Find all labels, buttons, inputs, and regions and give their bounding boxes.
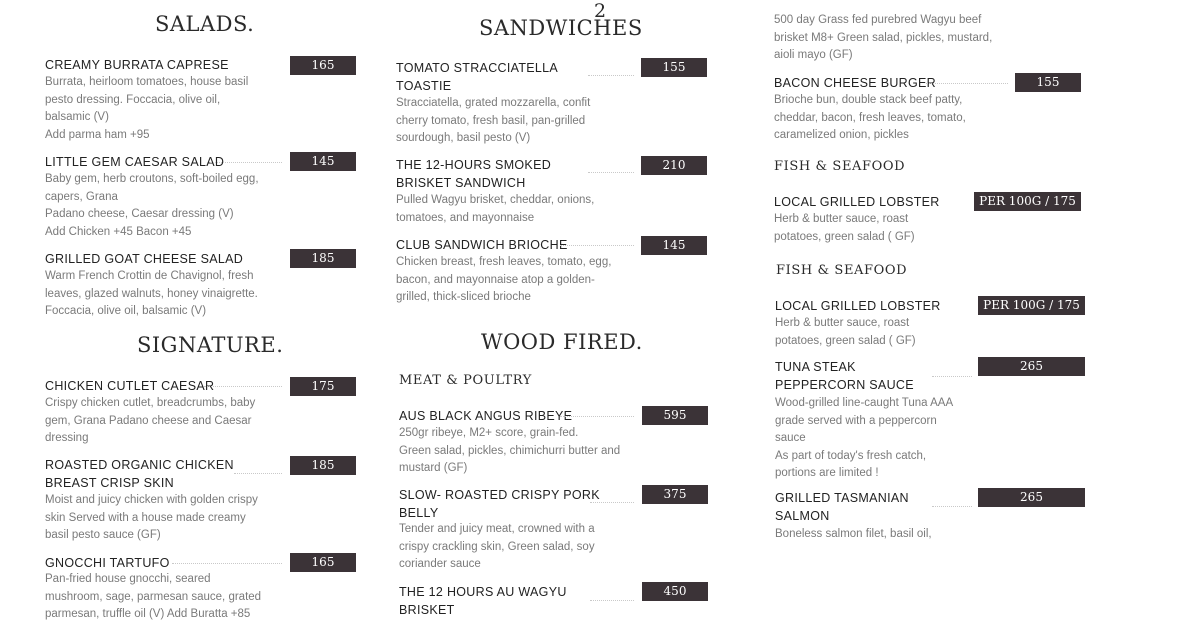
dotted-leader [588,75,634,76]
item-name: CLUB SANDWICH BRIOCHE [396,238,568,252]
price-badge: 155 [1015,73,1081,92]
item-name: AUS BLACK ANGUS RIBEYE [399,409,573,423]
item-description: Chicken breast, fresh leaves, tomato, egg, bacon, and mayonnaise atop a golden- grilled, thick-sliced brioche [396,256,612,303]
item-description: Herb & butter sauce, roast potatoes, green salad ( GF) [775,317,916,347]
item-name: TOMATO STRACCIATELLA TOASTIE [396,61,559,93]
price-badge: 185 [290,456,356,475]
item-name: LITTLE GEM CAESAR SALAD [45,155,225,169]
price-badge: PER 100G / 175 [974,192,1081,211]
item-description: Crispy chicken cutlet, breadcrumbs, baby gem, Grana Padano cheese and Caesar dressing [45,397,256,444]
dotted-leader [234,473,282,474]
item-name: TUNA STEAK PEPPERCORN SAUCE [775,360,914,392]
dotted-leader [172,563,282,564]
item-name: LOCAL GRILLED LOBSTER [774,195,940,209]
price-badge: 210 [641,156,707,175]
dotted-leader [590,502,634,503]
price-badge: 155 [641,58,707,77]
item-name: ROASTED ORGANIC CHICKEN BREAST CRISP SKIN [45,458,234,490]
item-name: GRILLED TASMANIAN SALMON [775,491,909,523]
item-name: CHICKEN CUTLET CAESAR [45,379,215,393]
price-badge: 165 [290,56,356,75]
item-name: THE 12-HOURS SMOKED BRISKET SANDWICH [396,158,552,190]
subheading-fish-seafood: FISH & SEAFOOD [774,159,906,174]
section-heading-sandwiches: SANDWICHES [479,16,643,40]
item-description: Pan-fried house gnocchi, seared mushroom, sage, parmesan sauce, grated parmesan, truffle oil (V) Add Buratta +85 [45,573,262,620]
item-name: THE 12 HOURS AU WAGYU BRISKET [399,585,567,617]
item-description: Stracciatella, grated mozzarella, confit cherry tomato, fresh basil, pan-grilled sourdough, basil pesto (V) [396,97,591,144]
dotted-leader [560,416,634,417]
item-description: Pulled Wagyu brisket, cheddar, onions, tomatoes, and mayonnaise [396,194,595,224]
price-badge: 265 [978,357,1085,376]
price-badge: 165 [290,553,356,572]
dotted-leader [210,162,282,163]
page-number: 2 [594,0,607,22]
item-name: GRILLED GOAT CHEESE SALAD [45,252,244,266]
item-description: Tender and juicy meat, crowned with a crispy crackling skin, Green salad, soy coriander sauce [399,523,595,570]
dotted-leader [204,386,282,387]
section-heading-signature: SIGNATURE. [137,333,284,357]
price-badge: PER 100G / 175 [978,296,1085,315]
price-badge: 185 [290,249,356,268]
item-name: CREAMY BURRATA CAPRESE [45,58,229,72]
item-description: 250gr ribeye, M2+ score, grain-fed. Green salad, pickles, chimichurri butter and mustard (GF) [399,427,621,474]
dotted-leader [590,600,634,601]
item-description: Baby gem, herb croutons, soft-boiled egg, capers, Grana Padano cheese, Caesar dressing (V) Add Chicken +45 Bacon +45 [45,173,259,238]
price-badge: 265 [978,488,1085,507]
item-description: Boneless salmon filet, basil oil, [775,528,932,540]
dotted-leader [932,506,972,507]
price-badge: 450 [642,582,708,601]
item-description: Burrata, heirloom tomatoes, house basil pesto dressing. Foccacia, olive oil, balsamic (V) Add parma ham +95 [45,76,249,141]
item-name: SLOW- ROASTED CRISPY PORK BELLY [399,488,600,520]
price-badge: 375 [642,485,708,504]
price-badge: 145 [641,236,707,255]
section-heading-wood-fired: WOOD FIRED. [481,330,643,354]
item-description: Wood-grilled line-caught Tuna AAA grade served with a peppercorn sauce As part of today's fresh catch, portions are limited ! [775,397,954,479]
item-name: BACON CHEESE BURGER [774,76,936,90]
item-description: Herb & butter sauce, roast potatoes, green salad ( GF) [774,213,915,243]
section-heading-salads: SALADS. [155,12,255,36]
item-name: LOCAL GRILLED LOBSTER [775,299,941,313]
price-badge: 595 [642,406,708,425]
price-badge: 175 [290,377,356,396]
item-description: Brioche bun, double stack beef patty, cheddar, bacon, fresh leaves, tomato, caramelized onion, pickles [774,94,966,141]
item-description: 500 day Grass fed purebred Wagyu beef brisket M8+ Green salad, pickles, mustard, aioli mayo (GF) [774,14,993,61]
item-description: Warm French Crottin de Chavignol, fresh leaves, glazed walnuts, honey vinaigrette. Foccacia, olive oil, balsamic (V) [45,270,258,317]
dotted-leader [932,376,972,377]
subheading-fish-seafood: FISH & SEAFOOD [776,263,908,278]
item-description: Moist and juicy chicken with golden crispy skin Served with a house made creamy basil pesto sauce (GF) [45,494,258,541]
subheading-meat-poultry: MEAT & POULTRY [399,373,532,388]
item-name: GNOCCHI TARTUFO [45,556,170,570]
dotted-leader [588,172,634,173]
price-badge: 145 [290,152,356,171]
dotted-leader [560,245,634,246]
dotted-leader [926,83,1008,84]
